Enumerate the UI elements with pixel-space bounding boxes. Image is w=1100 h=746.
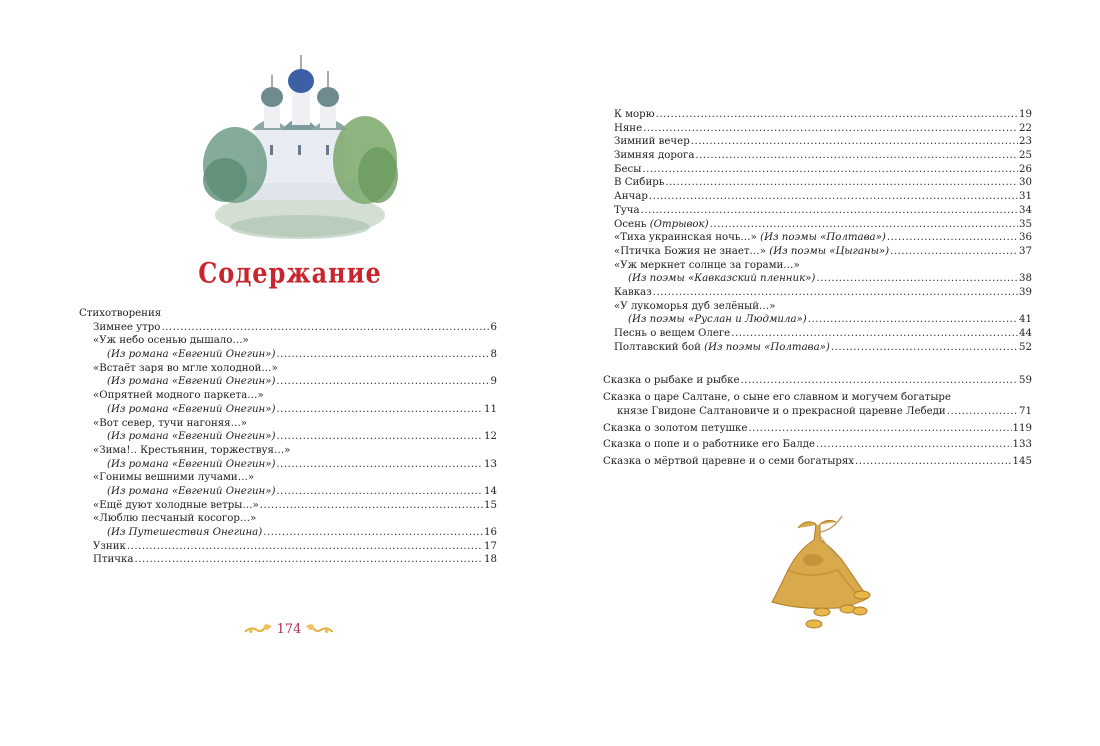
toc-entry[interactable]: (Из романа «Евгений Онегин») ..... 8 — [79, 348, 497, 362]
toc-entry[interactable]: Зимняя дорога ..... 25 — [614, 149, 1032, 163]
page-number: 35 — [1019, 218, 1032, 230]
page-number: 34 — [1019, 204, 1032, 216]
toc-entry-title[interactable]: «Люблю песчаный косогор…» — [93, 513, 257, 525]
toc-entry-title[interactable]: «Гонимы вешними лучами…» — [93, 472, 255, 484]
page-number: 39 — [1019, 286, 1032, 298]
page-number: 71 — [1019, 405, 1032, 417]
page-number: 41 — [1019, 314, 1032, 326]
toc-entry[interactable]: Туча ..... 34 — [614, 204, 1032, 218]
page-number: 14 — [484, 485, 497, 497]
toc-entry[interactable]: Бесы ..... 26 — [614, 163, 1032, 177]
toc-entry[interactable]: К морю ..... 19 — [614, 108, 1032, 122]
page-number: 133 — [1012, 439, 1032, 451]
toc-entry[interactable]: Сказка о мёртвой царевне и о семи богатырях ..... 145 — [603, 455, 1032, 469]
toc-poems-part1 — [79, 307, 497, 567]
page-number: 26 — [1019, 163, 1032, 175]
toc-entry[interactable]: Полтавский бой (Из поэмы «Полтава») ..... 52 — [614, 341, 1032, 355]
gold-bag-illustration — [758, 510, 883, 630]
church-illustration — [200, 45, 400, 245]
toc-entry[interactable]: (Из поэмы «Руслан и Людмила») ..... 41 — [614, 313, 1032, 327]
page-title: Содержание — [198, 255, 382, 290]
toc-entry-title[interactable]: «Вот север, тучи нагоняя…» — [93, 417, 248, 429]
toc-entry-title[interactable]: «Уж небо осенью дышало…» — [93, 335, 249, 347]
page-folio — [243, 619, 335, 639]
toc-entry-title[interactable]: «Опрятней модного паркета…» — [93, 390, 264, 402]
toc-entry[interactable]: Песнь о вещем Олеге ..... 44 — [614, 327, 1032, 341]
toc-entry[interactable]: Осень (Отрывок) ..... 35 — [614, 218, 1032, 232]
toc-entry[interactable]: Анчар ..... 31 — [614, 190, 1032, 204]
toc-entry[interactable]: (Из романа «Евгений Онегин») ..... 14 — [79, 485, 497, 499]
page-number: 8 — [490, 349, 497, 361]
toc-entry[interactable]: «Птичка Божия не знает…» (Из поэмы «Цыганы») ..... 37 — [614, 245, 1032, 259]
section-heading: Стихотворения — [79, 308, 162, 319]
page-number: 44 — [1019, 328, 1032, 339]
page-number: 145 — [1012, 456, 1032, 468]
toc-entry[interactable]: Няне ..... 22 — [614, 122, 1032, 136]
toc-entry[interactable]: В Сибирь ..... 30 — [614, 176, 1032, 190]
page-number: 9 — [490, 376, 497, 388]
page-number: 22 — [1019, 122, 1032, 134]
toc-entry[interactable]: (Из романа «Евгений Онегин») ..... 12 — [79, 430, 497, 444]
page-number: 36 — [1019, 232, 1032, 244]
page-number: 52 — [1019, 341, 1032, 353]
page-number: 25 — [1019, 150, 1032, 162]
page-number: 19 — [1019, 109, 1032, 120]
toc-entry[interactable]: (Из Путешествия Онегина) ..... 16 — [79, 526, 497, 540]
toc-entry-title[interactable]: Сказка о царе Салтане, о сыне его славном и могучем богатыре — [603, 391, 951, 403]
page-number: 31 — [1019, 191, 1032, 203]
toc-entry-title[interactable]: «У лукоморья дуб зелёный…» — [614, 300, 776, 312]
page-number: 59 — [1019, 375, 1032, 386]
toc-entry[interactable]: «Ещё дуют холодные ветры…» ..... 15 — [79, 499, 497, 513]
page-number: 16 — [484, 527, 497, 538]
page-number: 17 — [484, 540, 497, 552]
toc-poems-part2 — [614, 108, 1032, 354]
toc-entry-title[interactable]: «Уж меркнет солнце за горами…» — [614, 259, 800, 271]
page-number: 13 — [484, 458, 497, 470]
toc-entry[interactable]: Птичка ..... 18 — [79, 553, 497, 567]
page-number: 119 — [1012, 422, 1032, 434]
toc-entry[interactable]: «Тиха украинская ночь…» (Из поэмы «Полтава») ..... 36 — [614, 231, 1032, 245]
page-number: 11 — [484, 403, 497, 415]
page-number-folio: 174 — [276, 621, 302, 637]
toc-entry[interactable]: князе Гвидоне Салтановиче и о прекрасной царевне Лебеди ..... 71 — [603, 405, 1032, 419]
page-number: 6 — [490, 321, 497, 333]
page-number: 12 — [484, 431, 497, 443]
toc-entry-title[interactable]: «Встаёт заря во мгле холодной…» — [93, 362, 278, 374]
toc-entry[interactable]: Зимнее утро ..... 6 — [79, 321, 497, 335]
page-number: 38 — [1019, 273, 1032, 285]
toc-tales — [603, 374, 1032, 469]
toc-entry[interactable]: Сказка о золотом петушке ..... 119 — [603, 422, 1032, 436]
toc-entry[interactable]: Узник ..... 17 — [79, 540, 497, 554]
page-number: 37 — [1019, 245, 1032, 257]
toc-entry[interactable]: Кавказ ..... 39 — [614, 286, 1032, 300]
ornament-right-icon — [305, 622, 335, 636]
toc-entry[interactable]: (Из романа «Евгений Онегин») ..... 9 — [79, 375, 497, 389]
page-number: 18 — [484, 554, 497, 566]
toc-entry[interactable]: Сказка о рыбаке и рыбке ..... 59 — [603, 374, 1032, 388]
page-number: 30 — [1019, 177, 1032, 189]
page-number: 15 — [484, 499, 497, 511]
toc-entry[interactable]: Сказка о попе и о работнике его Балде ..... 133 — [603, 438, 1032, 452]
toc-entry[interactable]: (Из романа «Евгений Онегин») ..... 13 — [79, 458, 497, 472]
toc-entry[interactable]: (Из романа «Евгений Онегин») ..... 11 — [79, 403, 497, 417]
toc-entry-title[interactable]: «Зима!.. Крестьянин, торжествуя…» — [93, 444, 291, 456]
toc-entry[interactable]: Зимний вечер ..... 23 — [614, 135, 1032, 149]
toc-entry[interactable]: (Из поэмы «Кавказский пленник») ..... 38 — [614, 272, 1032, 286]
page-number: 23 — [1019, 136, 1032, 148]
ornament-left-icon — [243, 622, 273, 636]
